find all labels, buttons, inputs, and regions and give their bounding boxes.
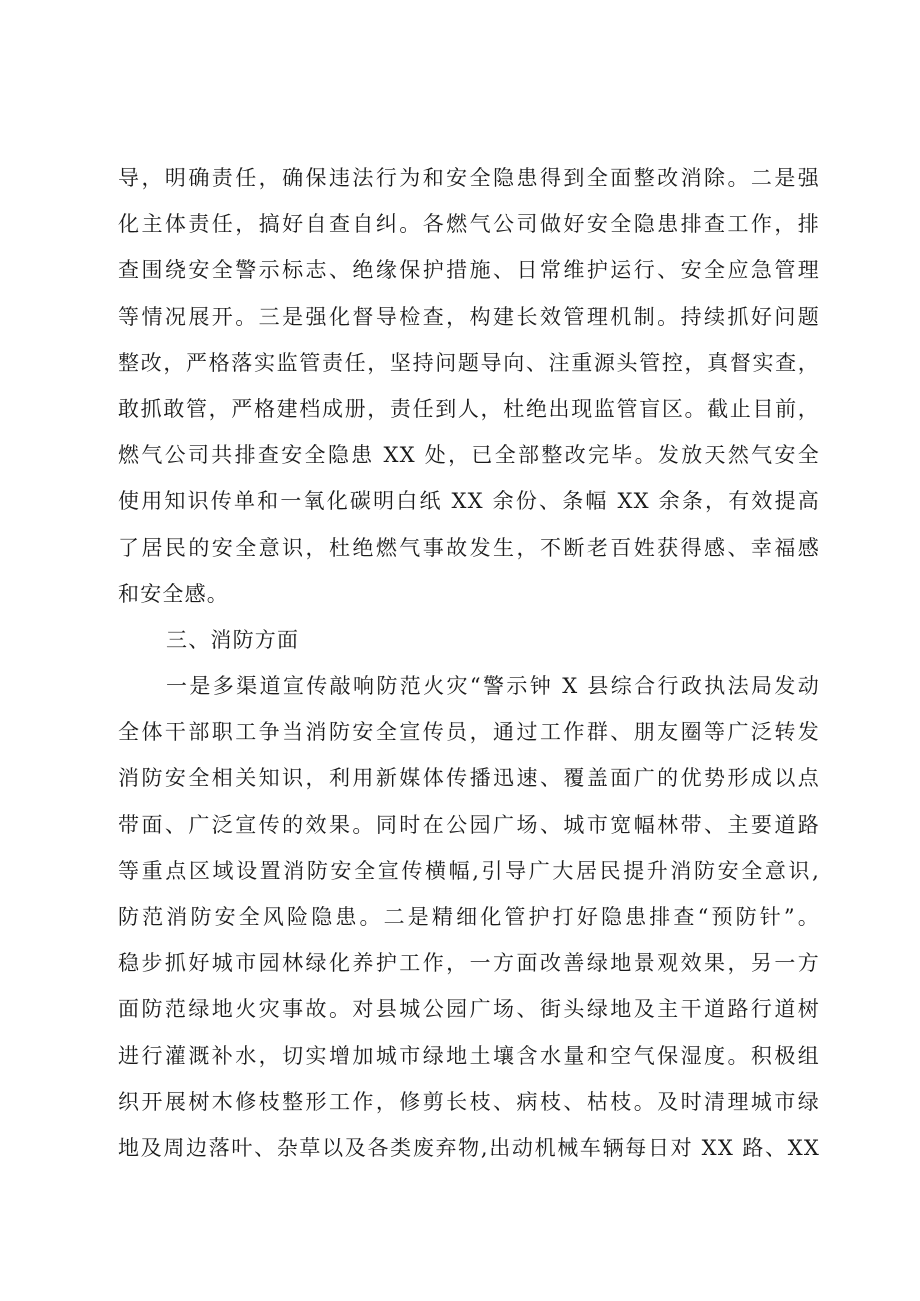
text-line: 防范消防安全风险隐患。二是精细化管护打好隐患排查“预防针”。 <box>118 905 820 929</box>
text-line: 使用知识传单和一氧化碳明白纸 XX 余份、条幅 XX 余条，有效提高 <box>118 489 820 514</box>
text-line: 一是多渠道宣传敲响防范火灾“警示钟 X 县综合行政执法局发动 <box>166 674 820 699</box>
text-line: 整改，严格落实监管责任，坚持问题导向、注重源头管控，真督实查， <box>118 350 820 375</box>
text-line: 带面、广泛宣传的效果。同时在公园广场、城市宽幅林带、主要道路 <box>118 812 820 837</box>
section-heading: 三、消防方面 <box>166 627 300 652</box>
text-line: 进行灌溉补水，切实增加城市绿地土壤含水量和空气保湿度。积极组 <box>118 1043 820 1068</box>
text-line: 等情况展开。三是强化督导检查，构建长效管理机制。持续抓好问题 <box>118 304 820 329</box>
text-line: 敢抓敢管，严格建档成册，责任到人，杜绝出现监管盲区。截止目前， <box>118 396 820 421</box>
text-line: 地及周边落叶、杂草以及各类废弃物,出动机械车辆每日对 XX 路、XX <box>118 1135 820 1160</box>
text-line: 了居民的安全意识，杜绝燃气事故发生，不断老百姓获得感、幸福感 <box>118 535 820 560</box>
text-line: 全体干部职工争当消防安全宣传员，通过工作群、朋友圈等广泛转发 <box>118 720 820 745</box>
text-line: 化主体责任，搞好自查自纠。各燃气公司做好安全隐患排查工作，排 <box>118 212 820 237</box>
document-page <box>118 155 820 1171</box>
text-line: 导，明确责任，确保违法行为和安全隐患得到全面整改消除。二是强 <box>118 166 820 190</box>
text-line: 稳步抓好城市园林绿化养护工作，一方面改善绿地景观效果，另一方 <box>118 951 820 976</box>
text-line: 织开展树木修枝整形工作，修剪长枝、病枝、枯枝。及时清理城市绿 <box>118 1089 820 1114</box>
text-line: 面防范绿地火灾事故。对县城公园广场、街头绿地及主干道路行道树 <box>118 997 820 1022</box>
text-line: 和安全感。 <box>118 581 229 606</box>
paragraph-fire-safety <box>118 663 820 1171</box>
text-line: 消防安全相关知识，利用新媒体传播迅速、覆盖面广的优势形成以点 <box>118 766 820 791</box>
text-line: 等重点区域设置消防安全宣传横幅,引导广大居民提升消防安全意识, <box>118 858 820 883</box>
text-line: 燃气公司共排查安全隐患 XX 处，已全部整改完毕。发放天然气安全 <box>118 443 820 468</box>
text-line: 查围绕安全警示标志、绝缘保护措施、日常维护运行、安全应急管理 <box>118 258 820 283</box>
paragraph-gas-safety <box>118 155 820 617</box>
